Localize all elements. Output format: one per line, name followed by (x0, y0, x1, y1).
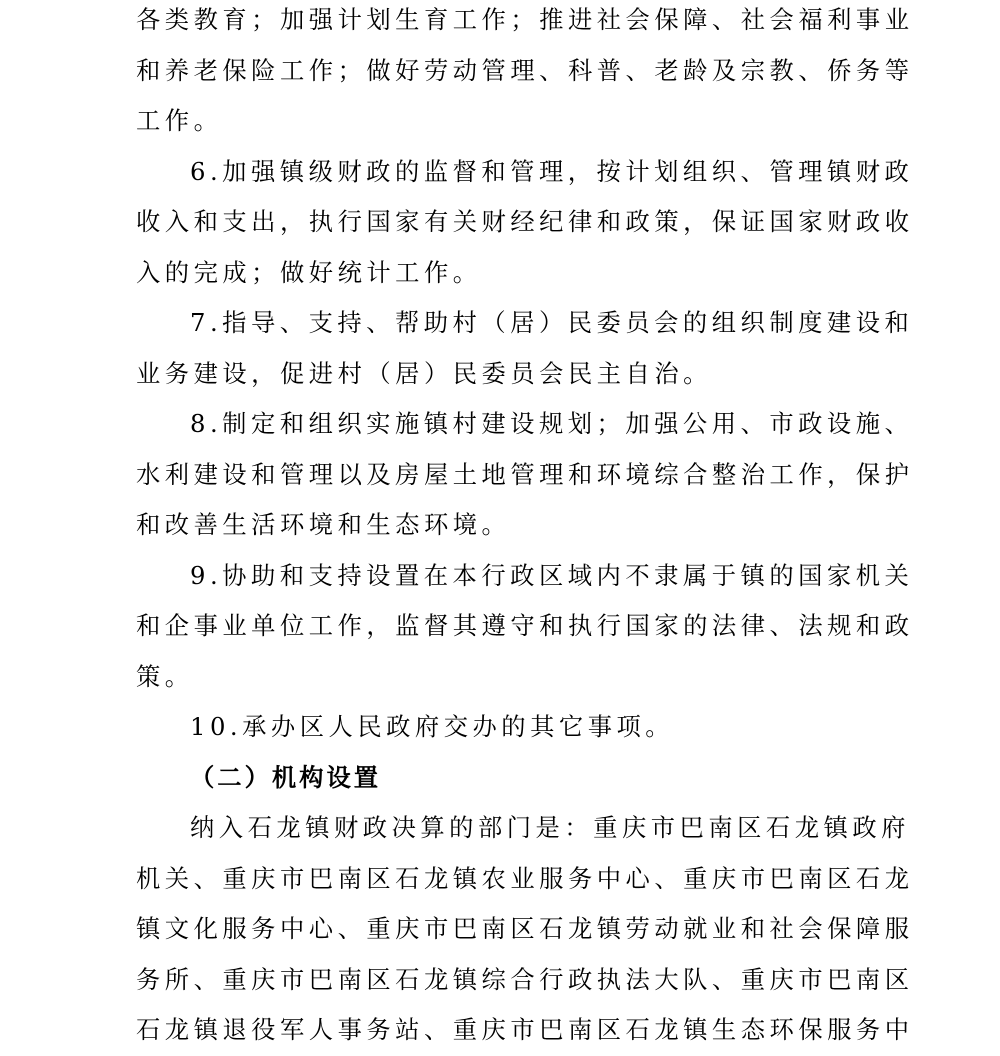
text-line: 策。 (136, 661, 194, 691)
text-line: 水利建设和管理以及房屋土地管理和环境综合整治工作，保护 (136, 459, 914, 489)
text-line: 石龙镇退役军人事务站、重庆市巴南区石龙镇生态环保服务中 (136, 1015, 914, 1044)
section-heading: （二）机构设置 (190, 762, 382, 792)
text-line: 和企事业单位工作，监督其遵守和执行国家的法律、法规和政 (136, 611, 914, 640)
document-page (136, 0, 914, 1056)
text-line: 各类教育；加强计划生育工作；推进社会保障、社会福利事业 (136, 5, 914, 34)
text-line: 镇文化服务中心、重庆市巴南区石龙镇劳动就业和社会保障服 (136, 914, 914, 943)
text-line: 和改善生活环境和生态环境。 (136, 510, 511, 539)
paragraph-10: 10.承办区人民政府交办的其它事项。 (190, 712, 675, 741)
text-line: 和养老保险工作；做好劳动管理、科普、老龄及宗教、侨务等 (136, 55, 914, 85)
paragraph-9-start: 9.协助和支持设置在本行政区域内不隶属于镇的国家机关 (190, 560, 914, 590)
text-line: 收入和支出，执行国家有关财经纪律和政策，保证国家财政收 (136, 207, 914, 236)
text-line: 机关、重庆市巴南区石龙镇农业服务中心、重庆市巴南区石龙 (136, 863, 914, 893)
text-line: 入的完成；做好统计工作。 (136, 257, 482, 287)
text-line: 工作。 (136, 106, 223, 135)
text-line: 务所、重庆市巴南区石龙镇综合行政执法大队、重庆市巴南区 (136, 964, 914, 994)
text-line: 业务建设，促进村（居）民委员会民主自治。 (136, 358, 712, 388)
paragraph-organization-start: 纳入石龙镇财政决算的部门是：重庆市巴南区石龙镇政府 (190, 813, 910, 842)
paragraph-7-start: 7.指导、支持、帮助村（居）民委员会的组织制度建设和 (190, 308, 914, 337)
paragraph-8-start: 8.制定和组织实施镇村建设规划；加强公用、市政设施、 (190, 409, 914, 438)
paragraph-6-start: 6.加强镇级财政的监督和管理，按计划组织、管理镇财政 (190, 156, 914, 186)
